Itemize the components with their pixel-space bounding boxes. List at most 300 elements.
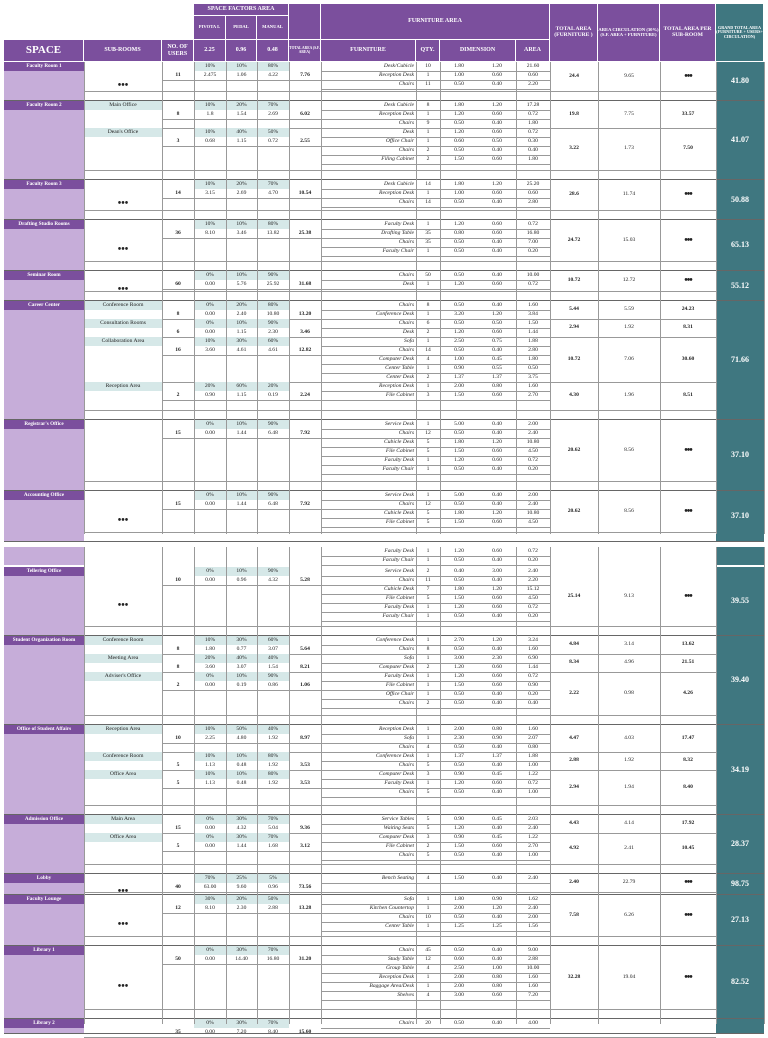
furniture-width: 0.60 [492, 391, 502, 398]
column-divider [660, 547, 661, 1024]
group-divider [84, 291, 716, 292]
area-circulation: 7.06 [624, 355, 634, 362]
furniture-width: 1.20 [492, 438, 502, 445]
furniture-name: Reception Desk [379, 110, 414, 117]
furniture-area: 2.00 [528, 913, 538, 920]
total-sf-area: 2.55 [300, 137, 310, 144]
header-furniture: FURNITURE [321, 40, 416, 62]
pedal-percent: 40% [226, 128, 257, 137]
pedal-value: 1.44 [236, 500, 247, 507]
furniture-area: 2.70 [528, 391, 538, 398]
furniture-length: 1.37 [454, 373, 464, 380]
furniture-area: 2.40 [528, 824, 538, 831]
manual-percent: 90% [257, 319, 289, 328]
header-space: SPACE [4, 40, 84, 62]
manual-value: 4.22 [268, 71, 278, 78]
furniture-name: Desk [402, 328, 414, 335]
manual-percent: 70% [257, 833, 289, 842]
pivotal-value: 0.00 [205, 280, 215, 287]
pedal-percent: 30% [226, 833, 257, 842]
furniture-area: 0.72 [528, 603, 538, 610]
furniture-qty: 1 [426, 137, 430, 144]
pivotal-percent: 10% [194, 636, 226, 645]
furniture-width: 0.60 [492, 447, 502, 454]
furniture-length: 2.00 [454, 725, 464, 732]
users-count: 15 [175, 429, 181, 436]
manual-percent: 50% [257, 128, 289, 137]
total-sf-area: 25.38 [298, 229, 312, 236]
furniture-name: Center Table [385, 364, 414, 371]
furniture-length: 2.50 [454, 337, 464, 344]
total-furniture-area: 4.84 [569, 641, 579, 648]
header-space-factors-area: SPACE FACTORS AREA [194, 4, 289, 16]
manual-value: 0.86 [268, 681, 278, 688]
total-area-per-sub-room: 17.92 [681, 820, 695, 827]
column-divider [440, 62, 441, 534]
furniture-width: 0.50 [492, 137, 502, 144]
pedal-value: 1.15 [236, 391, 247, 398]
header-area-circulation: AREA CIRCULATION (30%) (S.F. AREA + FURNITURE) [598, 4, 660, 62]
furniture-area: 1.50 [528, 319, 538, 326]
furniture-area: 10.00 [526, 964, 540, 971]
pivotal-percent: 10% [194, 62, 226, 71]
pedal-percent: 10% [226, 319, 257, 328]
total-sf-area: 3.53 [300, 779, 310, 786]
total-sf-area: 2.24 [300, 391, 310, 398]
sub-room-name: Collaboration Area [84, 337, 162, 346]
area-circulation: 9.13 [624, 592, 634, 599]
furniture-length: 0.50 [454, 80, 464, 87]
area-circulation [598, 1019, 660, 1037]
furniture-width: 0.60 [492, 189, 502, 196]
furniture-name: Kitchen Countertop [369, 904, 414, 911]
header-furniture-area: FURNITURE AREA [321, 4, 550, 40]
furniture-area: 1.60 [528, 645, 538, 652]
column-divider [416, 62, 417, 534]
furniture-name: Group Table [385, 964, 414, 971]
furniture-width: 0.60 [492, 456, 502, 463]
furniture-width: 0.40 [492, 913, 502, 920]
furniture-width: 0.40 [492, 761, 502, 768]
furniture-qty: 1 [426, 456, 430, 463]
furniture-area: 2.80 [528, 198, 538, 205]
furniture-qty: 1 [426, 681, 430, 688]
facility-name: Student Organization Room [4, 636, 84, 645]
furniture-area: 1.60 [528, 982, 538, 989]
header-manual-factor: 0.48 [257, 40, 289, 62]
furniture-width: 0.90 [492, 734, 502, 741]
furniture-qty: 12 [425, 500, 431, 507]
furniture-length: 0.50 [454, 146, 464, 153]
furniture-name: Computer Desk [379, 833, 414, 840]
furniture-length: 0.50 [454, 119, 464, 126]
furniture-name: Desk/Cubicle [383, 62, 414, 69]
furniture-area: 2.88 [528, 955, 538, 962]
area-circulation: 1.94 [624, 783, 634, 790]
group-divider [84, 532, 716, 533]
manual-value: 13.82 [266, 229, 280, 236]
furniture-name: Desk Cubicle [384, 101, 414, 108]
furniture-name: Chairs [398, 761, 414, 768]
furniture-length: 0.80 [454, 229, 464, 236]
furniture-qty: 1 [426, 420, 430, 427]
furniture-area: 1.44 [528, 663, 538, 670]
furniture-length: 1.20 [454, 672, 464, 679]
facility-name: Faculty Room 3 [4, 180, 84, 189]
sub-room-dots: ••• [117, 886, 129, 897]
furniture-width: 0.40 [492, 824, 502, 831]
furniture-width: 0.60 [492, 842, 502, 849]
total-sf-area: 10.54 [298, 189, 312, 196]
furniture-name: Service Desk [384, 567, 414, 574]
facility-name: Office of Student Affairs [4, 725, 84, 734]
table-body-page-1 [4, 62, 764, 534]
furniture-length: 1.50 [454, 447, 464, 454]
furniture-length: 0.50 [454, 198, 464, 205]
pivotal-percent: 20% [194, 382, 226, 391]
furniture-area: 1.22 [528, 770, 538, 777]
manual-value: 8.40 [268, 1028, 278, 1035]
facility-name: Library 2 [4, 1019, 84, 1028]
furniture-length: 0.50 [454, 556, 464, 563]
column-divider [321, 62, 322, 534]
group-divider [84, 715, 716, 716]
total-area-per-sub-room: 7.50 [683, 145, 693, 152]
furniture-width: 0.40 [492, 699, 502, 706]
furniture-width: 0.40 [492, 465, 502, 472]
column-divider [84, 547, 85, 1024]
furniture-name: Cubicle Desk [384, 509, 414, 516]
furniture-area: 0.50 [528, 364, 538, 371]
furniture-length: 1.20 [454, 824, 464, 831]
furniture-name: Conference Desk [375, 752, 414, 759]
facility-name: Library 1 [4, 946, 84, 955]
furniture-qty: 1 [426, 280, 430, 287]
users-count: 16 [175, 346, 181, 353]
furniture-qty: 35 [425, 238, 431, 245]
furniture-name: Chairs [398, 80, 414, 87]
column-divider [516, 62, 517, 534]
row-divider [321, 1028, 550, 1029]
furniture-name: Desk [402, 128, 414, 135]
furniture-area: 0.40 [528, 146, 538, 153]
group-divider [84, 626, 716, 627]
total-area-per-sub-room [660, 1019, 716, 1037]
furniture-qty: 1 [426, 382, 430, 389]
furniture-name: Sofa [404, 654, 414, 661]
furniture-area: 4.50 [528, 518, 538, 525]
pivotal-value: 0.00 [205, 500, 215, 507]
furniture-length: 0.50 [454, 319, 464, 326]
total-sf-area: 73.56 [298, 883, 312, 890]
pedal-percent: 10% [226, 220, 257, 229]
furniture-width: 0.80 [492, 982, 502, 989]
furniture-name: Drafting Table [381, 229, 414, 236]
total-sf-area: 6.02 [300, 110, 310, 117]
pivotal-percent: 70% [194, 874, 226, 883]
area-circulation: 8.56 [624, 446, 634, 453]
furniture-name: Faculty Desk [384, 220, 414, 227]
manual-value: 1.92 [268, 779, 278, 786]
furniture-width: 0.40 [492, 690, 502, 697]
header-space-factor-blank [289, 4, 321, 40]
furniture-area: 2.40 [528, 500, 538, 507]
pivotal-percent: 0% [194, 946, 226, 955]
furniture-qty: 2 [426, 663, 430, 670]
header-total-area: TOTAL AREA (S.F. AREA) [289, 40, 321, 62]
manual-value: 4.32 [268, 576, 278, 583]
furniture-area: 10.00 [526, 271, 540, 278]
furniture-width: 0.60 [492, 110, 502, 117]
furniture-name: Service Desk [384, 420, 414, 427]
users-count: 50 [175, 955, 181, 962]
furniture-qty: 9 [426, 119, 430, 126]
furniture-length: 1.20 [454, 603, 464, 610]
furniture-name: Computer Desk [379, 770, 414, 777]
furniture-name: Chairs [398, 198, 414, 205]
pedal-percent: 20% [226, 895, 257, 904]
furniture-name: Chairs [398, 146, 414, 153]
furniture-width: 0.40 [492, 238, 502, 245]
column-divider [598, 547, 599, 1024]
furniture-length: 1.00 [454, 189, 464, 196]
furniture-length: 1.20 [454, 110, 464, 117]
column-divider [289, 62, 290, 534]
area-circulation: 4.03 [624, 734, 634, 741]
furniture-name: Service Tables [381, 815, 414, 822]
column-divider [226, 62, 227, 534]
furniture-name: Computer Desk [379, 663, 414, 670]
facility-divider [4, 541, 764, 542]
users-count: 8 [176, 110, 180, 117]
pivotal-percent: 0% [194, 567, 226, 576]
furniture-qty: 35 [425, 229, 431, 236]
furniture-name: Faculty Desk [384, 456, 414, 463]
furniture-qty: 12 [425, 955, 431, 962]
furniture-length: 2.30 [454, 734, 464, 741]
manual-percent: 80% [257, 62, 289, 71]
pedal-value: 3.46 [236, 229, 247, 236]
furniture-area: 15.12 [526, 585, 540, 592]
total-sf-area: 12.82 [298, 346, 312, 353]
furniture-area: 0.60 [528, 189, 538, 196]
furniture-area: 4.50 [528, 594, 538, 601]
pedal-value: 4.80 [236, 734, 247, 741]
manual-value: 5.04 [268, 824, 278, 831]
furniture-length: 0.50 [454, 500, 464, 507]
furniture-qty: 5 [426, 594, 430, 601]
total-sf-area: 3.12 [300, 842, 310, 849]
furniture-width: 0.40 [492, 271, 502, 278]
furniture-length: 1.20 [454, 779, 464, 786]
pivotal-percent: 0% [194, 271, 226, 280]
pedal-percent: 40% [226, 654, 257, 663]
furniture-width: 0.50 [492, 319, 502, 326]
furniture-length: 1.50 [454, 874, 464, 881]
factor-divider [162, 289, 321, 290]
furniture-width: 1.20 [492, 101, 502, 108]
furniture-name: Chairs [398, 1019, 414, 1026]
furniture-area: 1.00 [528, 851, 538, 858]
area-circulation: 12.72 [622, 277, 636, 284]
total-sf-area: 8.97 [300, 734, 310, 741]
manual-value: 25.92 [266, 280, 280, 287]
furniture-length: 0.50 [454, 851, 464, 858]
furniture-length: 0.50 [454, 788, 464, 795]
grand-total-value: 50.88 [716, 180, 764, 219]
furniture-qty: 5 [426, 509, 430, 516]
furniture-length: 1.50 [454, 842, 464, 849]
pivotal-percent: 10% [194, 101, 226, 110]
furniture-area: 0.20 [528, 556, 538, 563]
furniture-width: 0.60 [492, 71, 502, 78]
furniture-name: Chairs [398, 788, 414, 795]
furniture-length: 0.90 [454, 815, 464, 822]
pivotal-percent: 10% [194, 180, 226, 189]
pivotal-value: 1.8 [206, 110, 214, 117]
furniture-width: 0.75 [492, 337, 502, 344]
furniture-qty: 10 [425, 913, 431, 920]
furniture-length: 0.50 [454, 346, 464, 353]
total-area-per-sub-room: ••• [684, 275, 692, 286]
furniture-name: Study Table [387, 955, 414, 962]
furniture-area: 16.80 [526, 229, 540, 236]
furniture-name: Chairs [398, 238, 414, 245]
column-divider [226, 547, 227, 1024]
pivotal-value: 8.10 [205, 904, 215, 911]
manual-value: 2.69 [268, 110, 278, 117]
furniture-qty: 1 [426, 672, 430, 679]
furniture-length: 1.00 [454, 71, 464, 78]
furniture-qty: 14 [425, 198, 431, 205]
furniture-qty: 4 [426, 991, 430, 998]
furniture-name: Chairs [398, 301, 414, 308]
manual-value: 2.88 [268, 904, 278, 911]
furniture-name: Sofa [404, 734, 414, 741]
furniture-width: 0.40 [492, 491, 502, 498]
total-sf-area: 7.92 [300, 429, 310, 436]
facility-name: Accounting Office [4, 491, 84, 500]
pivotal-value: 3.15 [205, 189, 215, 196]
furniture-name: Chairs [398, 851, 414, 858]
users-count: 15 [175, 500, 181, 507]
furniture-length: 1.80 [454, 509, 464, 516]
group-divider [84, 892, 716, 893]
group-divider [84, 864, 716, 865]
sub-room-dots: ••• [117, 514, 129, 526]
manual-percent: 40% [257, 725, 289, 734]
furniture-length: 0.50 [454, 690, 464, 697]
furniture-qty: 1 [426, 128, 430, 135]
furniture-name: Faculty Desk [384, 603, 414, 610]
pedal-value: 0.48 [236, 779, 247, 786]
furniture-name: Center Desk [386, 373, 414, 380]
area-circulation: 22.79 [622, 879, 636, 886]
total-area-per-sub-room: 8.40 [683, 783, 693, 790]
furniture-area: 10.80 [526, 509, 540, 516]
pedal-value: 1.54 [236, 110, 247, 117]
furniture-length: 1.50 [454, 155, 464, 162]
total-area-per-sub-room: 21.51 [681, 659, 695, 666]
furniture-qty: 45 [425, 946, 431, 953]
header-total-area-furniture: TOTAL AREA (FURNITURE ) [550, 4, 598, 62]
furniture-area: 0.30 [528, 137, 538, 144]
furniture-area: 0.72 [528, 280, 538, 287]
furniture-name: Desk [402, 280, 414, 287]
pivotal-value: 8.10 [205, 229, 215, 236]
furniture-name: Chairs [398, 946, 414, 953]
furniture-area: 0.60 [528, 71, 538, 78]
pedal-value: 9.60 [236, 883, 247, 890]
furniture-length: 1.00 [454, 355, 464, 362]
furniture-length: 0.90 [454, 364, 464, 371]
users-count: 10 [175, 734, 181, 741]
area-circulation: 4.96 [624, 659, 634, 666]
furniture-qty: 10 [425, 62, 431, 69]
pedal-value: 0.77 [236, 645, 247, 652]
furniture-area: 0.20 [528, 612, 538, 619]
pivotal-percent: 10% [194, 128, 226, 137]
pedal-value: 1.06 [236, 71, 247, 78]
furniture-area: 1.60 [528, 382, 538, 389]
furniture-length: 1.80 [454, 101, 464, 108]
group-divider [84, 210, 716, 211]
furniture-width: 0.40 [492, 146, 502, 153]
pivotal-percent: 0% [194, 491, 226, 500]
furniture-name: Conference Desk [375, 310, 414, 317]
furniture-qty: 1 [426, 220, 430, 227]
total-sf-area: 15.60 [298, 1028, 312, 1035]
column-divider [162, 62, 163, 534]
total-area-per-sub-room: 8.32 [683, 757, 693, 764]
furniture-area: 2.40 [528, 567, 538, 574]
column-divider [84, 62, 85, 534]
sub-room-name: Main Area [84, 815, 162, 824]
total-area-per-sub-room: 13.62 [681, 641, 695, 648]
furniture-area: 1.56 [528, 922, 538, 929]
furniture-width: 3.00 [492, 567, 502, 574]
header-dimension: DIMENSION [440, 40, 516, 62]
table-header [4, 4, 764, 62]
column-divider [289, 547, 290, 1024]
area-circulation: 1.73 [624, 145, 634, 152]
area-circulation: 1.92 [624, 324, 634, 331]
grand-total-value: 28.37 [716, 815, 764, 873]
pedal-value: 1.44 [236, 429, 247, 436]
manual-value: 1.92 [268, 734, 278, 741]
column-divider [321, 547, 322, 1024]
furniture-qty: 1 [426, 734, 430, 741]
furniture-width: 0.60 [492, 603, 502, 610]
furniture-length: 2.00 [454, 973, 464, 980]
users-count: 35 [175, 1028, 181, 1035]
pedal-value: 2.69 [236, 189, 247, 196]
total-area-per-sub-room: ••• [684, 877, 692, 888]
facility-name: Registrar's Office [4, 420, 84, 429]
furniture-length: 0.50 [454, 1019, 464, 1026]
furniture-width: 0.80 [492, 725, 502, 732]
furniture-width: 0.40 [492, 946, 502, 953]
pedal-percent: 20% [226, 180, 257, 189]
furniture-length: 0.50 [454, 247, 464, 254]
furniture-area: 0.72 [528, 672, 538, 679]
pivotal-value: 0.00 [205, 328, 215, 335]
furniture-name: Cubicle Desk [384, 438, 414, 445]
header-manual: MANUAL [257, 16, 289, 40]
furniture-length: 1.80 [454, 438, 464, 445]
total-area-per-sub-room: 8.31 [683, 324, 693, 331]
furniture-name: Shelves [397, 991, 414, 998]
